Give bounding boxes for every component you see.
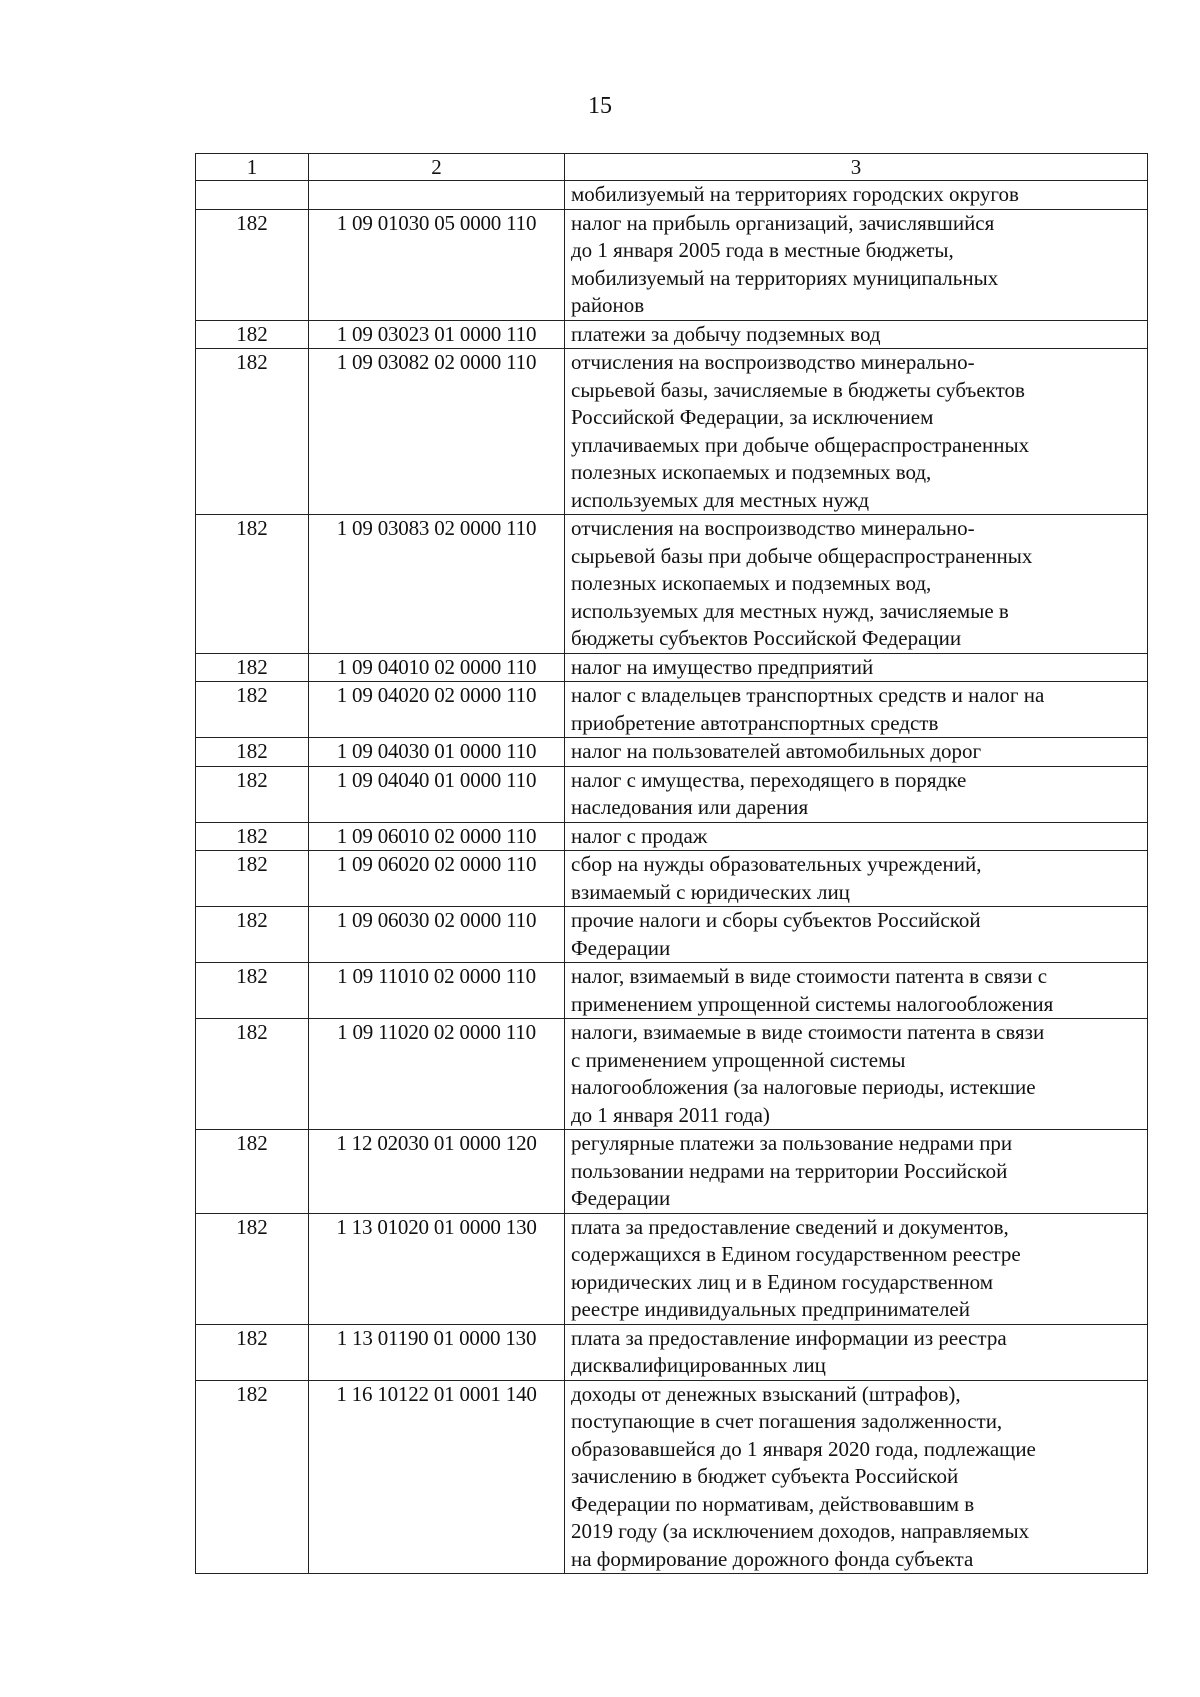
administrator-code-cell: 182 bbox=[196, 1213, 309, 1324]
administrator-code-cell: 182 bbox=[196, 1130, 309, 1214]
table-row bbox=[196, 653, 1148, 682]
description-line: до 1 января 2011 года) bbox=[571, 1102, 770, 1127]
table-row bbox=[196, 209, 1148, 320]
description-line: реестре индивидуальных предпринимателей bbox=[571, 1297, 970, 1321]
budget-classification-code-cell: 1 13 01020 01 0000 130 bbox=[309, 1213, 565, 1324]
description-line: налог на пользователей автомобильных дорог bbox=[571, 739, 982, 763]
description-line: поступающие в счет погашения задолженности, bbox=[571, 1409, 1003, 1433]
budget-classification-code-cell: 1 09 04020 02 0000 110 bbox=[309, 682, 565, 738]
budget-classification-code-cell: 1 09 04040 01 0000 110 bbox=[309, 766, 565, 822]
table-row bbox=[196, 963, 1148, 1019]
revenue-description-cell bbox=[565, 1213, 1148, 1324]
description-line: отчисления на воспроизводство минерально- bbox=[571, 350, 975, 374]
administrator-code-cell: 182 bbox=[196, 682, 309, 738]
budget-classification-code-cell: 1 12 02030 01 0000 120 bbox=[309, 1130, 565, 1214]
description-line: уплачиваемых при добыче общераспространенных bbox=[571, 432, 1030, 457]
table-body bbox=[196, 181, 1148, 1574]
description-line: регулярные платежи за пользование недрами при bbox=[571, 1131, 1013, 1155]
description-line: полезных ископаемых и подземных вод, bbox=[571, 571, 932, 595]
revenue-description-cell bbox=[565, 963, 1148, 1019]
table-row bbox=[196, 738, 1148, 767]
revenue-description-cell bbox=[565, 320, 1148, 349]
administrator-code-cell: 182 bbox=[196, 738, 309, 767]
table-row bbox=[196, 851, 1148, 907]
description-line: 2019 году (за исключением доходов, направляемых bbox=[571, 1519, 1030, 1543]
table-row bbox=[196, 907, 1148, 963]
administrator-code-cell: 182 bbox=[196, 1019, 309, 1130]
description-line: районов bbox=[571, 293, 645, 317]
table-row bbox=[196, 1380, 1148, 1574]
description-line: сырьевой базы при добыче общераспространенных bbox=[571, 543, 1033, 568]
revenue-description-cell bbox=[565, 907, 1148, 963]
table-row bbox=[196, 1130, 1148, 1214]
administrator-code-cell bbox=[196, 181, 309, 210]
description-line: налог на прибыль организаций, зачислявшийся bbox=[571, 210, 995, 235]
revenue-description-cell bbox=[565, 851, 1148, 907]
budget-classification-code-cell: 1 09 06010 02 0000 110 bbox=[309, 822, 565, 851]
column-header-2: 2 bbox=[309, 154, 565, 181]
table-row bbox=[196, 1324, 1148, 1380]
description-line: Федерации bbox=[571, 935, 671, 960]
page-number: 15 bbox=[588, 93, 612, 119]
budget-classification-code-cell: 1 16 10122 01 0001 140 bbox=[309, 1380, 565, 1574]
administrator-code-cell: 182 bbox=[196, 653, 309, 682]
description-line: мобилизуемый на территориях муниципальных bbox=[571, 265, 999, 290]
table-row bbox=[196, 1019, 1148, 1130]
revenue-description-cell bbox=[565, 822, 1148, 851]
revenue-description-cell bbox=[565, 766, 1148, 822]
budget-classification-code-cell bbox=[309, 181, 565, 210]
description-line: сырьевой базы, зачисляемые в бюджеты субъектов bbox=[571, 377, 1025, 402]
description-line: Российской Федерации, за исключением bbox=[571, 405, 934, 429]
administrator-code-cell: 182 bbox=[196, 907, 309, 963]
budget-classification-code-cell: 1 09 06020 02 0000 110 bbox=[309, 851, 565, 907]
administrator-code-cell: 182 bbox=[196, 822, 309, 851]
description-line: налог с имущества, переходящего в порядке bbox=[571, 767, 967, 792]
description-line: образовавшейся до 1 января 2020 года, подлежащие bbox=[571, 1436, 1036, 1461]
description-line: налоги, взимаемые в виде стоимости патента в связи bbox=[571, 1020, 1045, 1044]
description-line: наследования или дарения bbox=[571, 795, 809, 819]
description-line: пользовании недрами на территории Российской bbox=[571, 1158, 1008, 1183]
table-row bbox=[196, 682, 1148, 738]
table-row bbox=[196, 1213, 1148, 1324]
description-line: до 1 января 2005 года в местные бюджеты, bbox=[571, 238, 954, 262]
table-row bbox=[196, 320, 1148, 349]
revenue-description-cell bbox=[565, 515, 1148, 654]
budget-classification-code-cell: 1 13 01190 01 0000 130 bbox=[309, 1324, 565, 1380]
table-row bbox=[196, 349, 1148, 515]
description-line: применением упрощенной системы налогообложения bbox=[571, 991, 1054, 1016]
description-line: используемых для местных нужд, зачисляемые в bbox=[571, 598, 1009, 623]
revenue-description-cell bbox=[565, 738, 1148, 767]
description-line: на формирование дорожного фонда субъекта bbox=[571, 1546, 974, 1571]
description-line: плата за предоставление информации из реестра bbox=[571, 1325, 1007, 1350]
administrator-code-cell: 182 bbox=[196, 515, 309, 654]
table-row bbox=[196, 766, 1148, 822]
table-row bbox=[196, 515, 1148, 654]
description-line: содержащихся в Едином государственном реестре bbox=[571, 1242, 1021, 1266]
description-line: доходы от денежных взысканий (штрафов), bbox=[571, 1381, 961, 1406]
description-line: используемых для местных нужд bbox=[571, 487, 870, 512]
description-line: полезных ископаемых и подземных вод, bbox=[571, 460, 932, 484]
description-line: с применением упрощенной системы bbox=[571, 1047, 906, 1072]
description-line: налог с продаж bbox=[571, 823, 708, 848]
budget-classification-code-cell: 1 09 03023 01 0000 110 bbox=[309, 320, 565, 349]
budget-classification-code-cell: 1 09 04010 02 0000 110 bbox=[309, 653, 565, 682]
budget-classification-code-cell: 1 09 11010 02 0000 110 bbox=[309, 963, 565, 1019]
revenue-description-cell bbox=[565, 181, 1148, 210]
description-line: налог на имущество предприятий bbox=[571, 654, 874, 679]
description-line: налог, взимаемый в виде стоимости патента в связи с bbox=[571, 964, 1048, 988]
description-line: отчисления на воспроизводство минерально- bbox=[571, 516, 975, 540]
description-line: налогообложения (за налоговые периоды, истекшие bbox=[571, 1075, 1036, 1099]
revenue-description-cell bbox=[565, 209, 1148, 320]
budget-classification-code-cell: 1 09 06030 02 0000 110 bbox=[309, 907, 565, 963]
revenue-description-cell bbox=[565, 349, 1148, 515]
revenue-description-cell bbox=[565, 1380, 1148, 1574]
revenue-codes-table-wrap bbox=[195, 153, 1147, 1574]
description-line: бюджеты субъектов Российской Федерации bbox=[571, 626, 962, 650]
description-line: Федерации по нормативам, действовавшим в bbox=[571, 1491, 975, 1516]
administrator-code-cell: 182 bbox=[196, 851, 309, 907]
administrator-code-cell: 182 bbox=[196, 963, 309, 1019]
table-row bbox=[196, 822, 1148, 851]
description-line: сбор на нужды образовательных учреждений, bbox=[571, 852, 982, 876]
column-header-3: 3 bbox=[565, 154, 1148, 181]
administrator-code-cell: 182 bbox=[196, 766, 309, 822]
revenue-description-cell bbox=[565, 653, 1148, 682]
revenue-codes-table bbox=[195, 153, 1148, 1574]
budget-classification-code-cell: 1 09 11020 02 0000 110 bbox=[309, 1019, 565, 1130]
revenue-description-cell bbox=[565, 682, 1148, 738]
administrator-code-cell: 182 bbox=[196, 349, 309, 515]
description-line: мобилизуемый на территориях городских округов bbox=[571, 182, 1019, 206]
description-line: прочие налоги и сборы субъектов Российской bbox=[571, 908, 981, 932]
description-line: плата за предоставление сведений и документов, bbox=[571, 1214, 1009, 1239]
description-line: зачислению в бюджет субъекта Российской bbox=[571, 1464, 959, 1488]
budget-classification-code-cell: 1 09 01030 05 0000 110 bbox=[309, 209, 565, 320]
revenue-description-cell bbox=[565, 1324, 1148, 1380]
table-row bbox=[196, 181, 1148, 210]
revenue-description-cell bbox=[565, 1019, 1148, 1130]
budget-classification-code-cell: 1 09 03082 02 0000 110 bbox=[309, 349, 565, 515]
administrator-code-cell: 182 bbox=[196, 320, 309, 349]
description-line: взимаемый с юридических лиц bbox=[571, 879, 850, 904]
budget-classification-code-cell: 1 09 04030 01 0000 110 bbox=[309, 738, 565, 767]
administrator-code-cell: 182 bbox=[196, 209, 309, 320]
description-line: юридических лиц и в Едином государственном bbox=[571, 1269, 994, 1294]
budget-classification-code-cell: 1 09 03083 02 0000 110 bbox=[309, 515, 565, 654]
description-line: дисквалифицированных лиц bbox=[571, 1353, 826, 1377]
description-line: платежи за добычу подземных вод bbox=[571, 321, 881, 346]
description-line: приобретение автотранспортных средств bbox=[571, 710, 939, 735]
description-line: налог с владельцев транспортных средств и налог на bbox=[571, 683, 1045, 707]
description-line: Федерации bbox=[571, 1186, 671, 1210]
table-header-row bbox=[196, 154, 1148, 181]
administrator-code-cell: 182 bbox=[196, 1324, 309, 1380]
administrator-code-cell: 182 bbox=[196, 1380, 309, 1574]
revenue-description-cell bbox=[565, 1130, 1148, 1214]
column-header-1: 1 bbox=[196, 154, 309, 181]
